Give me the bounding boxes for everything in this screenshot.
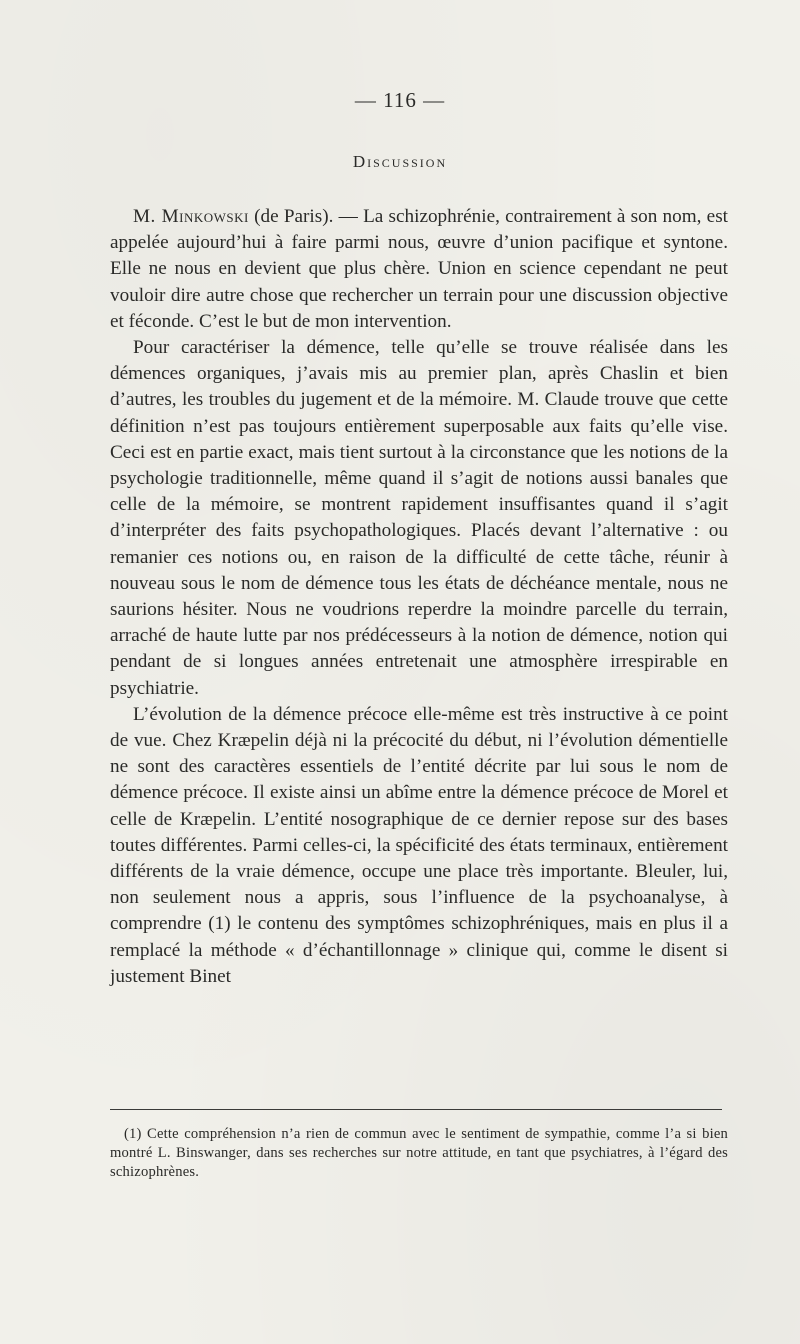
- speaker-origin: (de Paris).: [254, 206, 334, 227]
- paragraph: [110, 204, 728, 335]
- paragraph: L’évolution de la démence précoce elle-même est très instructive à ce point de vue. Chez Kræpelin déjà ni la précocité du début, ni l’évolution démentielle ne sont des caractères essentiels de l’entité décrite par lui sous le nom de démence précoce. Il existe ainsi un abîme entre la démence précoce de Morel et celle de Kræpelin. L’entité nosographique de ce dernier repose sur des bases toutes différentes. Parmi celles-ci, la spécificité des états terminaux, entièrement différents de la vraie démence, occupe une place très importante. Bleuler, lui, non seulement nous a appris, sous l’influence de la psychoanalyse, à comprendre (1) le contenu des symptômes schizophréniques, mais en plus il a remplacé la méthode « d’échantillonnage » clinique qui, comme le disent si justement Binet: [110, 703, 728, 987]
- speaker-name: M. Minkowski: [133, 206, 249, 227]
- footnote-text: (1) Cette compréhension n’a rien de commun avec le sentiment de sympathie, comme l’a si bien montré L. Binswanger, dans ses recherches sur notre attitude, en tant que psychiatres, à l’égard des schizophrènes.: [110, 1126, 728, 1180]
- paragraph-text: — La schizophrénie, contrairement à son nom, est appelée aujourd’hui à faire parmi nous, œuvre d’union pacifique et syntone. Elle ne nous en devient que plus chère. Union en science cependant ne peut vouloir dire autre chose que rechercher un terrain pour une discussion objective et féconde. C’est le but de mon intervention.: [110, 206, 728, 332]
- footnote: [110, 1125, 728, 1182]
- paragraph: Pour caractériser la démence, telle qu’elle se trouve réalisée dans les démences organiques, j’avais mis au premier plan, après Chaslin et bien d’autres, les troubles du jugement et de la mémoire. M. Claude trouve que cette définition n’est pas toujours entièrement superposable aux faits qu’elle vise. Ceci est en partie exact, mais tient surtout à la circonstance que les notions de la psychologie traditionnelle, même quand il s’agit de notions aussi banales que celle de la mémoire, se montrent rapidement insuffisantes quand il s’agit d’interpréter des faits psychopathologiques. Placés devant l’alternative : ou remanier ces notions ou, en raison de la difficulté de cette tâche, réunir à nouveau sous le nom de démence tous les états de déchéance mentale, nous ne saurions hésiter. Nous ne voudrions reperdre la moindre parcelle du terrain, arraché de haute lutte par nos prédécesseurs à la notion de démence, notion qui pendant de si longues années entretenait une atmosphère irrespirable en psychiatrie.: [110, 337, 728, 699]
- page-number: — 116 —: [354, 88, 446, 112]
- footnote-divider: [110, 1109, 722, 1110]
- section-title: Discussion: [352, 152, 448, 171]
- body-text: [110, 204, 728, 990]
